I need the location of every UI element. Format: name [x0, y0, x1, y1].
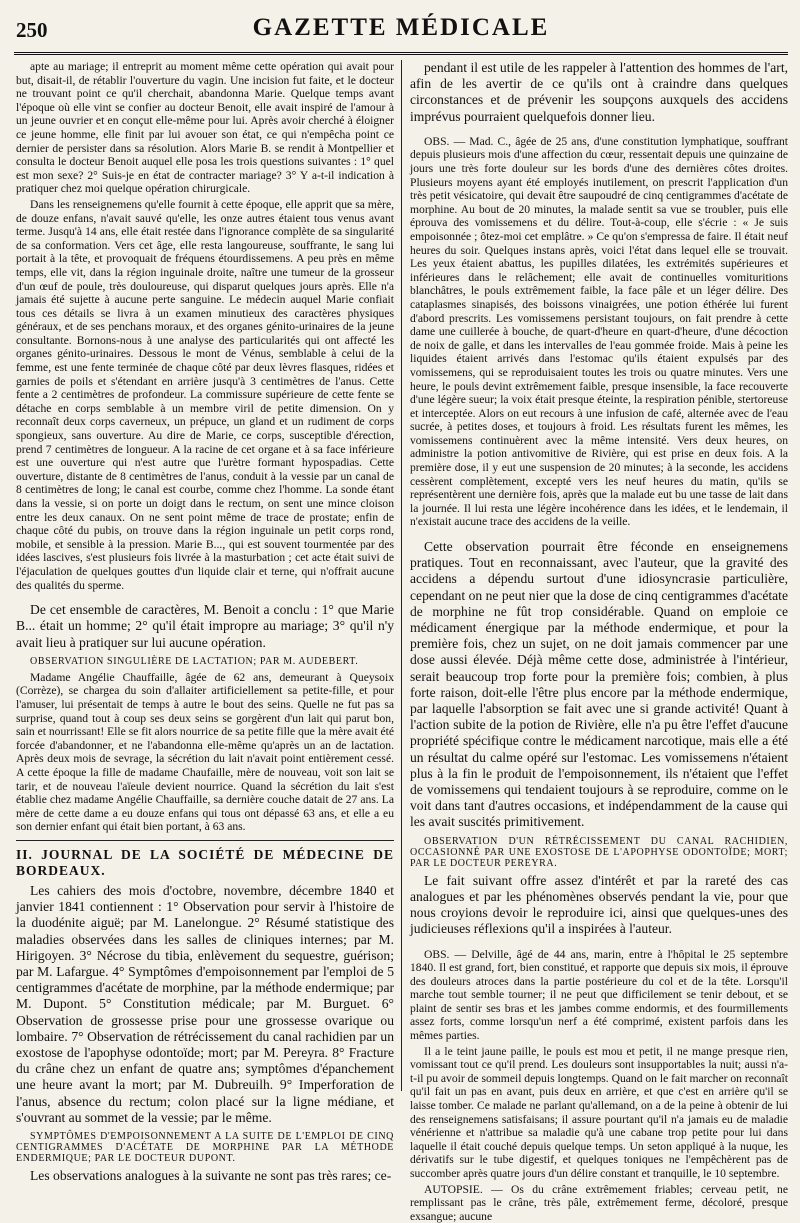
paragraph: Les observations analogues à la suivante ne sont pas très rares; ce-	[30, 1167, 392, 1183]
column-divider	[401, 60, 402, 1091]
paragraph: pendant il est utile de les rappeler à l'attention des hommes de l'art, afin de les avertir de ce qu'ils ont à craindre dans quelques circonstances et de prévenir les soupçons auxquels des accidens imprévus pourraient quelquefois donner lieu.	[410, 60, 788, 124]
paragraph: Le fait suivant offre assez d'intérêt et par la rareté des cas analogues et par les phénomènes observés pendant la vie, pour que nous croyions devoir le reproduire ici, ainsi que quelques-unes des judicieuses réflexions qu'il a inspirées à l'auteur.	[410, 872, 788, 937]
right-column	[410, 60, 788, 1223]
section-heading: OBSERVATION D'UN RÉTRÉCISSEMENT DU CANAL RACHIDIEN, OCCASIONNÉ PAR UNE EXOSTOSE DE L'APOPHYSE ODONTOÏDE; MORT; PAR LE DOCTEUR PEREYRA.	[410, 835, 788, 869]
section-heading: OBSERVATION SINGULIÈRE DE LACTATION; PAR M. AUDEBERT.	[30, 655, 359, 667]
section-title: II. JOURNAL DE LA SOCIÉTÉ DE MÉDECINE DE BORDEAUX.	[16, 846, 394, 878]
paragraph: De cet ensemble de caractères, M. Benoit a conclu : 1° que Marie B... était un homme; 2° qu'il était impropre au mariage; 3° qu'il n'y avait lieu à pratiquer sur lui aucune opération.	[16, 602, 394, 650]
paragraph: Cette observation pourrait être féconde en enseignemens pratiques. Tout en reconnaissant, avec l'auteur, que la gravité des accidens a dépendu surtout d'une idiosyncrasie particulière, cependant on ne peut nier que la dose de cinq centigrammes d'acétate de morphine ne fût trop considérable. Quand on emploie ce médicament énergique par la méthode endermique, et pour la première fois, chez un sujet, on ne doit jamais commencer par une dose aussi élevée. Déjà même cette dose, administrée à l'intérieur, serait beaucoup trop forte pour la première fois; combien, à plus forte raison, doit-elle l'être plus encore par la méthode endermique, par laquelle l'absorption se fait avec une si grande activité! Quant à l'action subite de la potion de Rivière, elle n'a pu être l'effet d'aucune propriété spécifique contre le médicament narcotique, mais elle a été un résultat du calme opéré sur l'estomac. Les vomissemens n'étaient plus à la fin le produit de l'empoisonnement, ils n'étaient que l'effet de vomissemens qui tendaient toujours à se reproduire, comme on le voit dans tant d'autres occasions, et indépendamment de la cause qui les avait suscités primitivement.	[410, 539, 788, 830]
page-number: 250	[16, 18, 48, 42]
header-rule	[14, 52, 788, 55]
paragraph: Madame Angélie Chauffaille, âgée de 62 ans, demeurant à Queysoix (Corrèze), se chargea du soin d'allaiter artificiellement sa petite-fille, et pour l'amuser, lui présentait de temps à autre le bout des seins. Quelle ne fut pas sa surprise, quand tout à coup ses deux seins se gorgèrent d'un lait qui parut bon, sain et nourrissant! Elle se fit alors nourrice de sa petite fille que la mère avait été forcée d'abandonner, et ne l'abandonna elle-même qu'après un an de lactation. Après deux mois de sevrage, la sécrétion du lait n'avait point entièrement cessé. A cette époque la fille de madame Chaufaille, mère de nouveau, voit son lait se tarir, et de nouveau l'aïeule devient nourrice. Quand la sécrétion du lait s'est établie chez madame Angélie Chauffaille, sa dernière couche datait de 27 ans. La mère de cette dame a eu douze enfans qui tous ont dépassé 63 ans, et elle a eu son dernier enfant qui était bien portant, à 63 ans.	[16, 670, 394, 834]
spacer	[410, 531, 788, 539]
left-column	[16, 60, 395, 1183]
paragraph: OBS. — Delville, âgé de 44 ans, marin, entre à l'hôpital le 25 septembre 1840. Il est grand, fort, bien constitué, et rapporte que depuis six mois, il éprouve des douleurs atroces dans la partie postérieure du col et de la tête. Lorsqu'il marche tout semble tourner; il ne peut que difficilement se tenir debout, et se plaint de sentir ses bras et les jambes comme endormis, et des fourmillements assez forts, comme lorsqu'un nerf a été comprimé, existent parfois dans les mêmes parties.	[410, 947, 788, 1043]
paragraph: Les cahiers des mois d'octobre, novembre, décembre 1840 et janvier 1841 contiennent : 1° Observation pour servir à l'histoire de la duodénite aiguë; par M. Lanelongue. 2° Résumé statistique des maladies observées dans les salles de cliniques internes; par M. Hirigoyen. 3° Nécrose du tibia, enlèvement du sequestre, guérison; par M. Lafargue. 4° Symptômes d'empoisonnement par l'emploi de 5 centigrammes d'acétate de morphine, par la méthode endermique; par M. Dupont. 5° Constitution médicale; par M. Burguet. 6° Observation de grossesse prise pour une grossesse ovarique ou lombaire. 7° Observation de rétrécissement du canal rachidien par un exostose de l'apophyse odontoïde; mort; par M. Pereyra. 8° Fracture du crâne chez un enfant de quatre ans; symptômes d'épanchement une heure avant la mort; par M. Dubreuilh. 9° Imperforation de l'anus, absence du rectum; colon placé sur la ligne médiane, et s'ouvrant au sommet de la vessie; par le même.	[16, 882, 395, 1125]
paragraph: OBS. — Mad. C., âgée de 25 ans, d'une constitution lymphatique, souffrant depuis plusieurs mois d'une affection du cœur, ressentait depuis une quinzaine de jours une très forte douleur sur les bords d'une des dernières côtes droites. Plusieurs moyens ayant été employés inutilement, on prescrit l'application d'un très petit vésicatoire, qui devait être saupoudré de cinq centigrammes d'acétate de morphine. Au bout de 20 minutes, la malade sentit sa vue se troubler, puis elle éprouva des vomissemens et du délire. Tout-à-coup, elle s'écrie : « Je suis empoisonnée ; ôtez-moi cet emplâtre. » Ce qu'on s'empressa de faire. Il était neuf heures du soir. Quelques instans après, voici l'état dans lequel elle se trouvait. Les yeux étaient abattus, les pupilles dilatées, les extrémités supérieures et inférieures dans le relâchement; elle avait de continuelles vomituritions blanchâtres, le pouls extrêmement faible, la face pâle et un léger délire. Des cataplasmes sinapisés, des boissons vinaigrées, une potion éthérée lui furent d'abord prescrits. Les vomissemens persistant toujours, on fait prendre à cette dame une cuillerée à bouche, de quart-d'heure en quart-d'heure, d'une décoction de noix de galle, et dans les intervalles de l'eau gommée froide. Mais à peine les liquides étaient arrivés dans l'estomac qu'ils étaient expulsés par des vomissemens, qui se reproduisaient toutes les trois ou quatre minutes. Vers une heure, le pouls devint extrêmement faible, presque insensible, la face recouverte d'une légère sueur; la voix était presque éteinte, la respiration pénible, stertoreuse et interceptée. Alors on eut recours à une infusion de café, alternée avec de l'eau sucrée, à petites doses, et toujours à froid. Les résultats furent les mêmes, les vomissemens continuèrent avec la même intensité. Vers deux heures, on administre la potion antivomitive de Rivière, qui est prise en deux fois. A la première dose, il y eut une suspension de 20 minutes; à la seconde, les accidens cessèrent complètement, excepté vers les neuf heures du matin, qu'ils se représentèrent une dernière fois, après que la malade eut bu une tasse de lait dans la journée. Il lui resta une légère incohérence dans les idées, et le lendemain, il n'existait aucune trace des accidens de la veille.	[410, 134, 788, 529]
section-heading: SYMPTÔMES D'EMPOISONNEMENT A LA SUITE DE L'EMPLOI DE CINQ CENTIGRAMMES D'ACÉTATE DE MORPHINE PAR LA MÉTHODE ENDERMIQUE; PAR LE DOCTEUR DUPONT.	[16, 1130, 394, 1164]
spacer	[410, 940, 788, 948]
page-header	[14, 10, 788, 58]
paragraph: Dans les renseignemens qu'elle fournit à cette époque, elle apprit que sa mère, de douze enfans, n'avait sauvé qu'elle, les onze autres étaient tous venus avant terme. Jusqu'à 14 ans, elle était restée dans l'ignorance complète de sa singularité de sa conformation. Vers cet âge, elle resta langoureuse, souffrante, le sang lui portait à la tête, et provoquait de fréquens étourdissemens. A peu près en même temps, elle vit, dans la région inguinale droite, naître une tumeur de la grosseur d'un œuf de poule, très douloureuse, qui disparut quelques jours après. Elle n'a jamais été sujette à aucune perte sanguine. Le médecin auquel Marie confiait tous ces détails se livra à un examen minutieux des caractères physiques généraux, et de ses penchans moraux, et des organes génito-urinaires de la jeune consultante. Bornons-nous à une analyse des particularités qui ont affecté les organes génito-urinaires. Dessous le mont de Vénus, semblable à celui de la femme, est une fente terminée de chaque côté par deux lèvres flasques, ridées et garnies de poils et s'étendant en arrière jusqu'à 3 centimètres de l'anus. Cette fente a 2 centimètres de profondeur. La commissure supérieure de cette fente se détache en corps semblable à un membre viril de petite dimension. On y reconnaît deux corps caverneux, un prépuce, un gland et un rudiment de corps spongieux, sans ouverture. Au dire de Marie, ce corps, susceptible d'érection, prend 7 centimètres de longueur. A la racine de cet organe et à sa face inférieure est une ouverture qui n'est autre que l'urètre formant hypospadias. Cette ouverture, distante de 8 centimètres de l'anus, conduit à la vessie par un canal de 8 centimètres de long; le canal est courbe, comme chez l'homme. La sonde étant dans la vessie, si on porte un doigt dans le rectum, on sent une mince cloison entre les deux canaux. On ne sent point même de trace de prostate; enfin de chaque côté du pubis, on trouve dans la région inguinale un petit corps rond, mobile, et sensible à la pression. Marie B..., qui est souvent tourmentée par des idées lascives, s'est plusieurs fois livrée à la masturbation ; cet acte était suivi de l'éjaculation de quelques gouttes d'un liquide clair et terne, qui n'offrait aucune des qualités du sperme.	[16, 197, 394, 592]
spacer	[16, 594, 394, 602]
paragraph: Il a le teint jaune paille, le pouls est mou et petit, il ne mange presque rien, vomissant tout ce qu'il prend. Les douleurs sont insupportables la nuit; aussi n'a-t-il pu avoir de sommeil depuis longtemps. Quand on le fait marcher on reconnaît qu'il fait un pas en avant, puis deux en arrière, et que c'est en arrière qu'il se laisse tomber. Ce malade ne parlant qu'allemand, on a de la peine à obtenir de lui des renseignemens satisfaisans; il assure pourtant qu'il n'a jamais eu de maladie vénérienne et n'attribue sa maladie qu'à une cabane trop petite pour lui dans laquelle il était couché depuis quelque temps. Un seton appliqué à la nuque, les dérivatifs sur le tube digestif, et quelques toniques ne l'empêchèrent pas de succomber après quatre jours d'un délire constant et tranquille, le 10 septembre.	[410, 1044, 788, 1180]
section-divider	[16, 840, 394, 841]
paragraph: apte au mariage; il entreprit au moment même cette opération qui avait pour but, disait-il, de rétablir l'ouverture du vagin. Une incision fut faite, et le docteur ne trouvant point ce qu'il cherchait, abandonna Marie. Quelque temps avant l'époque où elle vint se confier au docteur Benoit, elle avait inspiré de l'amour à un jeune ouvrier et en conçut elle-même pour lui. Après avoir cherché à éloigner ce jeune homme, elle finit par lui avouer son état, ce qui n'empêcha point ce dernier de persister dans sa résolution. Alors Marie B. se rendit à Montpellier et consulta le docteur Benoit auquel elle posa les trois questions suivantes : 1° quel est mon sexe? 2° Suis-je en état de contracter mariage? 3° Y a-t-il indication à pratiquer chez moi quelque opération chirurgicale.	[16, 60, 394, 196]
paragraph: AUTOPSIE. — Os du crâne extrêmement friables; cerveau petit, ne remplissant pas le crâne, très pâle, extrêmement ferme, décoloré, presque exsangue; aucune	[410, 1182, 788, 1223]
journal-title: GAZETTE MÉDICALE	[252, 14, 550, 41]
spacer	[410, 127, 788, 135]
